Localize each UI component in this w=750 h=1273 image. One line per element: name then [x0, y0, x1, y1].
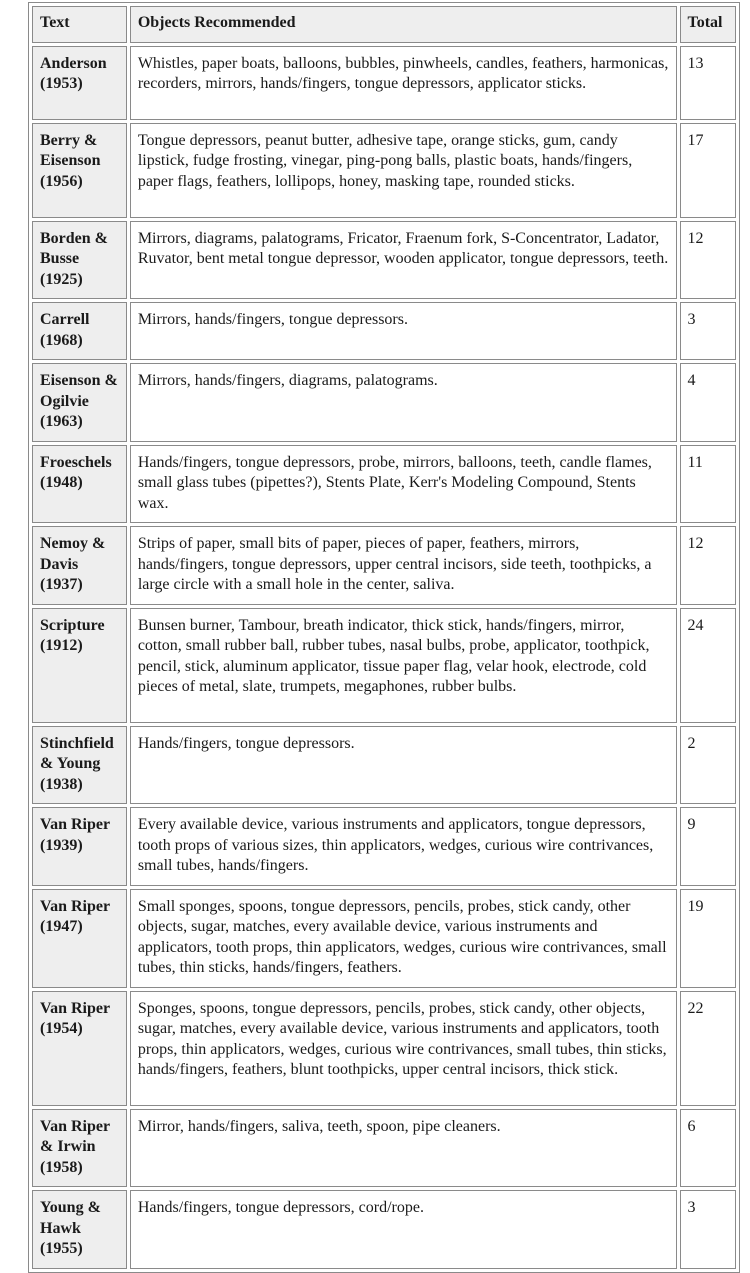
row-text: Van Riper & Irwin (1958): [32, 1109, 127, 1188]
row-total: 24: [680, 608, 737, 723]
row-objects: Tongue depressors, peanut butter, adhesive tape, orange sticks, gum, candy lipstick, fudge frosting, vinegar, ping-pong balls, plastic boats, hands/fingers, paper flags, feathers, lollipops, honey, masking tape, rounded sticks.: [130, 123, 677, 218]
row-objects: Hands/fingers, tongue depressors, probe, mirrors, balloons, teeth, candle flames, small glass tubes (pipettes?), Stents Plate, Kerr's Modeling Compound, Stents wax.: [130, 445, 677, 524]
table-row: [32, 726, 736, 805]
row-text: Borden & Busse (1925): [32, 221, 127, 300]
row-text: Nemoy & Davis (1937): [32, 526, 127, 605]
row-text: Van Riper (1947): [32, 889, 127, 988]
table-row: [32, 445, 736, 524]
row-text: Van Riper (1954): [32, 991, 127, 1106]
row-total: 4: [680, 363, 737, 442]
row-objects: Hands/fingers, tongue depressors.: [130, 726, 677, 805]
row-text: Scripture (1912): [32, 608, 127, 723]
row-text: Van Riper (1939): [32, 807, 127, 886]
table-row: [32, 889, 736, 988]
table-row: [32, 608, 736, 723]
header-total: Total: [680, 6, 737, 43]
table-row: [32, 1109, 736, 1188]
row-objects: Strips of paper, small bits of paper, pieces of paper, feathers, mirrors, hands/fingers, tongue depressors, upper central incisors, side teeth, toothpicks, a large circle with a small hole in the center, saliva.: [130, 526, 677, 605]
table-row: [32, 302, 736, 360]
row-objects: Whistles, paper boats, balloons, bubbles, pinwheels, candles, feathers, harmonicas, recorders, mirrors, hands/fingers, tongue depressors, applicator sticks.: [130, 46, 677, 120]
row-total: 17: [680, 123, 737, 218]
table-row: [32, 363, 736, 442]
row-total: 2: [680, 726, 737, 805]
objects-recommended-table: [28, 2, 740, 1273]
row-total: 9: [680, 807, 737, 886]
row-text: Froeschels (1948): [32, 445, 127, 524]
row-text: Stinchfield & Young (1938): [32, 726, 127, 805]
row-total: 19: [680, 889, 737, 988]
row-text: Carrell (1968): [32, 302, 127, 360]
header-objects-recommended: Objects Recommended: [130, 6, 677, 43]
row-text: Eisenson & Ogilvie (1963): [32, 363, 127, 442]
table-row: [32, 807, 736, 886]
row-objects: Mirrors, hands/fingers, diagrams, palatograms.: [130, 363, 677, 442]
row-objects: Sponges, spoons, tongue depressors, pencils, probes, stick candy, other objects, sugar, matches, every available device, various instruments and applicators, tooth props, thin applicators, wedges, curious wire contrivances, small tubes, thin sticks, hands/fingers, feathers, blunt toothpicks, upper central incisors, thick stick.: [130, 991, 677, 1106]
table-header-row: [32, 6, 736, 43]
row-objects: Every available device, various instruments and applicators, tongue depressors, tooth props of various sizes, thin applicators, wedges, curious wire contrivances, small tubes, hands/fingers.: [130, 807, 677, 886]
row-objects: Bunsen burner, Tambour, breath indicator, thick stick, hands/fingers, mirror, cotton, small rubber ball, rubber tubes, nasal bulbs, probe, applicator, toothpick, pencil, stick, aluminum applicator, tissue paper flag, velar hook, electrode, cold pieces of metal, slate, trumpets, megaphones, rubber bulbs.: [130, 608, 677, 723]
row-objects: Small sponges, spoons, tongue depressors, pencils, probes, stick candy, other objects, sugar, matches, every available device, various instruments and applicators, tooth props, thin applicators, wedges, curious wire contrivances, small tubes, thin sticks, hands/fingers, feathers.: [130, 889, 677, 988]
row-total: 3: [680, 302, 737, 360]
row-total: 13: [680, 46, 737, 120]
table-row: [32, 526, 736, 605]
row-total: 6: [680, 1109, 737, 1188]
table-row: [32, 123, 736, 218]
row-objects: Mirrors, hands/fingers, tongue depressors.: [130, 302, 677, 360]
table-row: [32, 46, 736, 120]
row-total: 3: [680, 1190, 737, 1269]
table-row: [32, 991, 736, 1106]
table-row: [32, 221, 736, 300]
header-text: Text: [32, 6, 127, 43]
references-table-container: [28, 2, 740, 1273]
row-objects: Hands/fingers, tongue depressors, cord/rope.: [130, 1190, 677, 1269]
row-total: 11: [680, 445, 737, 524]
row-total: 12: [680, 526, 737, 605]
row-total: 12: [680, 221, 737, 300]
row-text: Young & Hawk (1955): [32, 1190, 127, 1269]
row-objects: Mirror, hands/fingers, saliva, teeth, spoon, pipe cleaners.: [130, 1109, 677, 1188]
table-row: [32, 1190, 736, 1269]
row-text: Anderson (1953): [32, 46, 127, 120]
row-objects: Mirrors, diagrams, palatograms, Fricator, Fraenum fork, S-Concentrator, Ladator, Ruvator, bent metal tongue depressor, wooden applicator, tongue depressors, teeth.: [130, 221, 677, 300]
row-text: Berry & Eisenson (1956): [32, 123, 127, 218]
row-total: 22: [680, 991, 737, 1106]
